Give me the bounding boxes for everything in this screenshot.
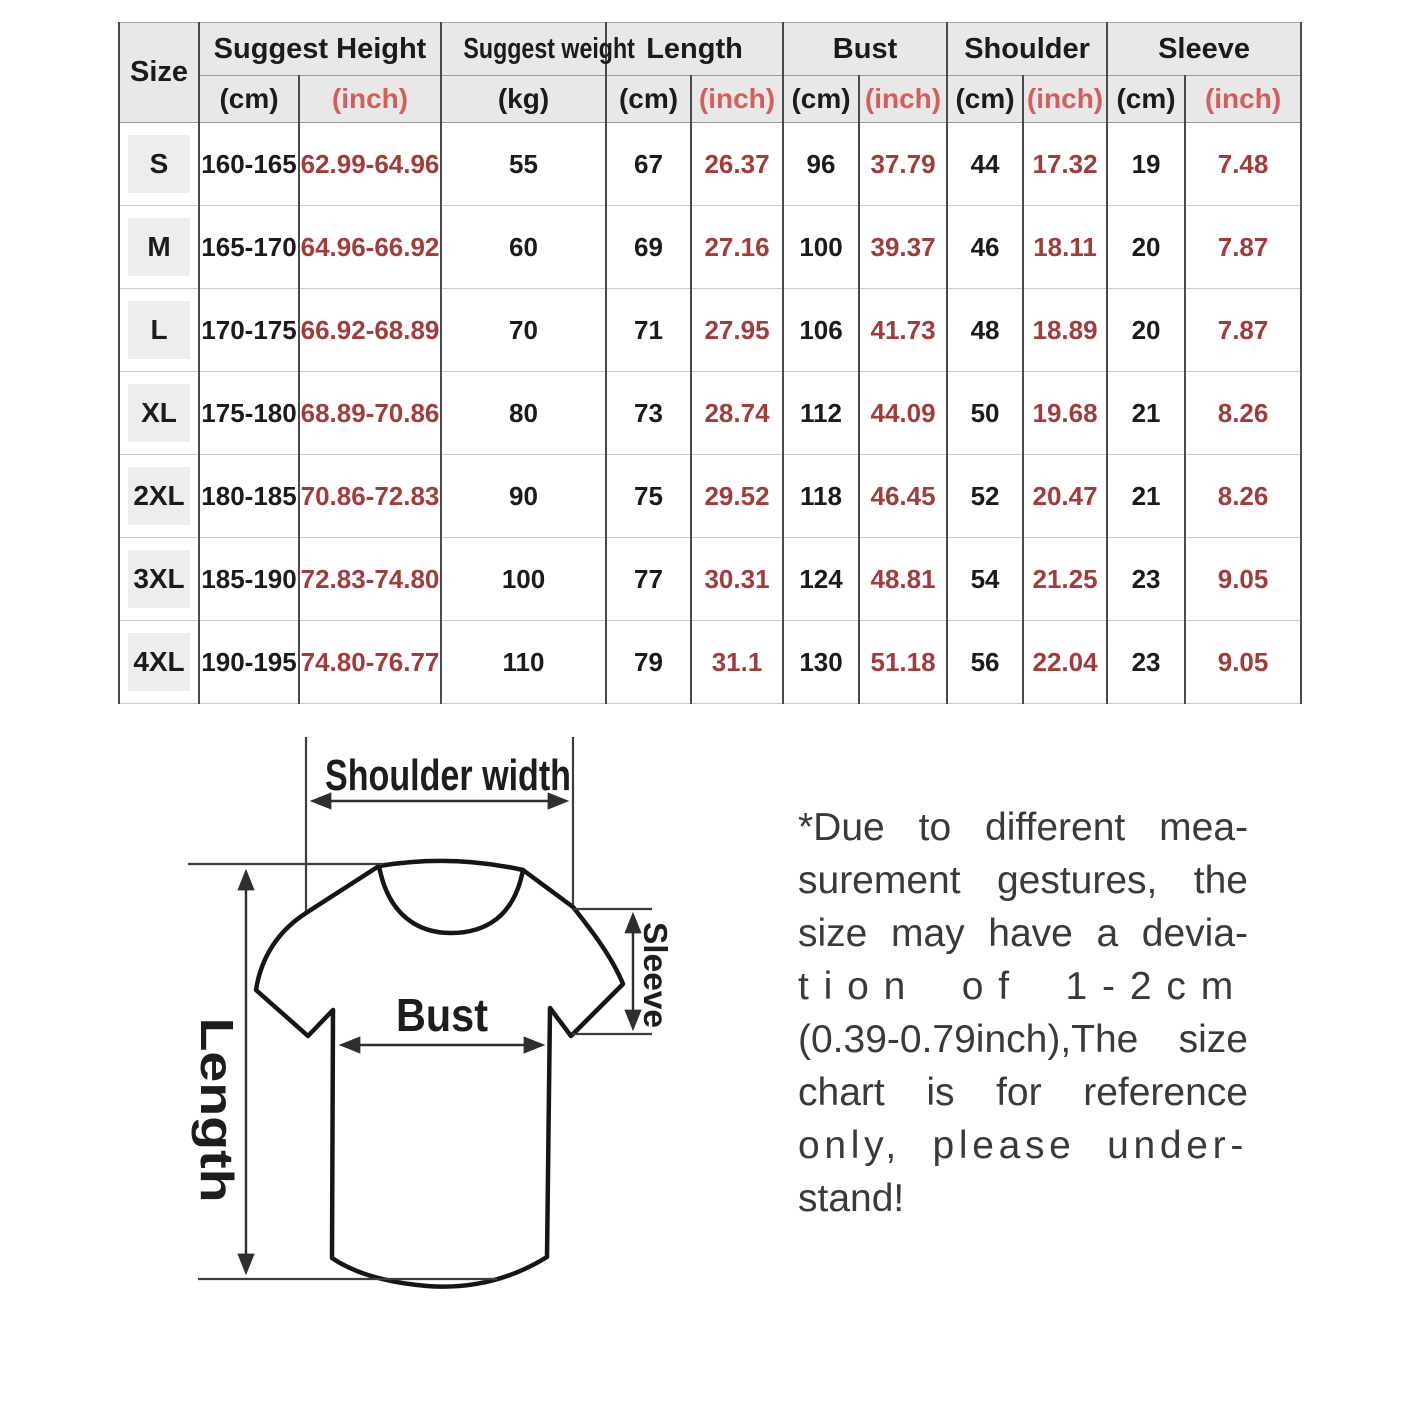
neck-opening bbox=[379, 866, 523, 933]
col-header-suggest-height: Suggest Height bbox=[199, 23, 441, 76]
measure-cell: 22.04 bbox=[1023, 621, 1107, 704]
measure-cell: 67 bbox=[606, 123, 691, 206]
shoulder-width-label: Shoulder width bbox=[325, 751, 571, 800]
subheader-cm: (cm) bbox=[783, 76, 859, 123]
measure-cell: 37.79 bbox=[859, 123, 947, 206]
measure-cell: 175-180 bbox=[199, 372, 299, 455]
measure-cell: 18.11 bbox=[1023, 206, 1107, 289]
size-row bbox=[119, 621, 1301, 704]
measure-cell: 79 bbox=[606, 621, 691, 704]
measure-cell: 8.26 bbox=[1185, 372, 1301, 455]
size-label: L bbox=[128, 301, 190, 359]
size-row bbox=[119, 538, 1301, 621]
measurement-arrows bbox=[246, 801, 633, 1272]
bust-label: Bust bbox=[396, 989, 488, 1041]
measure-cell: 9.05 bbox=[1185, 538, 1301, 621]
measure-cell: 100 bbox=[783, 206, 859, 289]
subheader-cm: (cm) bbox=[947, 76, 1023, 123]
note-line: stand! bbox=[798, 1177, 905, 1220]
col-header-suggest-weight-text: Suggest weight bbox=[463, 32, 635, 65]
measure-cell: 190-195 bbox=[199, 621, 299, 704]
measure-cell: 20.47 bbox=[1023, 455, 1107, 538]
measure-cell: 124 bbox=[783, 538, 859, 621]
measure-cell: 55 bbox=[441, 123, 606, 206]
size-label: M bbox=[128, 218, 190, 276]
col-header-shoulder: Shoulder bbox=[947, 23, 1107, 76]
measure-cell: 170-175 bbox=[199, 289, 299, 372]
measure-cell: 8.26 bbox=[1185, 455, 1301, 538]
size-row bbox=[119, 289, 1301, 372]
col-header-size: Size bbox=[119, 23, 199, 123]
col-header-suggest-weight bbox=[441, 23, 635, 76]
measure-cell: 26.37 bbox=[691, 123, 783, 206]
subheader-cm: (cm) bbox=[606, 76, 691, 123]
measure-cell: 185-190 bbox=[199, 538, 299, 621]
measure-cell: 75 bbox=[606, 455, 691, 538]
size-label: 3XL bbox=[128, 550, 190, 608]
size-label: S bbox=[128, 135, 190, 193]
measure-cell: 21.25 bbox=[1023, 538, 1107, 621]
measure-cell: 44.09 bbox=[859, 372, 947, 455]
size-row bbox=[119, 372, 1301, 455]
size-table-body bbox=[119, 123, 1301, 704]
note-line: chart is for reference bbox=[798, 1071, 1248, 1114]
measure-cell: 7.87 bbox=[1185, 206, 1301, 289]
measure-cell: 112 bbox=[783, 372, 859, 455]
measure-cell: 7.48 bbox=[1185, 123, 1301, 206]
measure-cell: 17.32 bbox=[1023, 123, 1107, 206]
measure-cell: 180-185 bbox=[199, 455, 299, 538]
note-line: tion of 1-2cm bbox=[798, 965, 1248, 1008]
measure-cell: 23 bbox=[1107, 538, 1185, 621]
size-label: 2XL bbox=[128, 467, 190, 525]
measure-cell: 96 bbox=[783, 123, 859, 206]
length-label: Length bbox=[191, 1017, 243, 1171]
measure-cell: 130 bbox=[783, 621, 859, 704]
measure-cell: 46.45 bbox=[859, 455, 947, 538]
measure-cell: 27.95 bbox=[691, 289, 783, 372]
size-label-cell bbox=[119, 289, 199, 372]
size-label: XL bbox=[128, 384, 190, 442]
size-table-header bbox=[119, 23, 1301, 123]
measure-cell: 41.73 bbox=[859, 289, 947, 372]
subheader-inch: (inch) bbox=[859, 76, 947, 123]
measure-cell: 30.31 bbox=[691, 538, 783, 621]
measure-cell: 18.89 bbox=[1023, 289, 1107, 372]
measure-cell: 90 bbox=[441, 455, 606, 538]
measure-cell: 50 bbox=[947, 372, 1023, 455]
measure-cell: 21 bbox=[1107, 372, 1185, 455]
measure-cell: 9.05 bbox=[1185, 621, 1301, 704]
measure-cell: 68.89-70.86 bbox=[299, 372, 441, 455]
col-header-sleeve: Sleeve bbox=[1107, 23, 1301, 76]
deviation-note bbox=[798, 801, 1248, 1225]
sleeve-label: Sleeve bbox=[637, 922, 674, 1027]
measure-cell: 60 bbox=[441, 206, 606, 289]
measure-cell: 72.83-74.80 bbox=[299, 538, 441, 621]
size-label-cell bbox=[119, 206, 199, 289]
note-line: surement gestures, the bbox=[798, 859, 1248, 902]
measure-cell: 70 bbox=[441, 289, 606, 372]
measure-cell: 48 bbox=[947, 289, 1023, 372]
size-label-cell bbox=[119, 621, 199, 704]
measure-cell: 118 bbox=[783, 455, 859, 538]
measurement-reference-lines bbox=[188, 737, 652, 1279]
subheader-inch: (inch) bbox=[1023, 76, 1107, 123]
subheader-inch: (inch) bbox=[691, 76, 783, 123]
measure-cell: 20 bbox=[1107, 206, 1185, 289]
note-line: (0.39-0.79inch),The size bbox=[798, 1018, 1248, 1061]
subheader-inch: (inch) bbox=[299, 76, 441, 123]
measure-cell: 160-165 bbox=[199, 123, 299, 206]
measure-cell: 27.16 bbox=[691, 206, 783, 289]
size-row bbox=[119, 455, 1301, 538]
measure-cell: 23 bbox=[1107, 621, 1185, 704]
subheader-cm: (cm) bbox=[199, 76, 299, 123]
size-row bbox=[119, 123, 1301, 206]
size-label-cell bbox=[119, 123, 199, 206]
measure-cell: 56 bbox=[947, 621, 1023, 704]
note-line: size may have a devia- bbox=[798, 912, 1248, 955]
measure-cell: 44 bbox=[947, 123, 1023, 206]
size-label-cell bbox=[119, 538, 199, 621]
measure-cell: 51.18 bbox=[859, 621, 947, 704]
measure-cell: 66.92-68.89 bbox=[299, 289, 441, 372]
measure-cell: 28.74 bbox=[691, 372, 783, 455]
measure-cell: 73 bbox=[606, 372, 691, 455]
measure-cell: 46 bbox=[947, 206, 1023, 289]
size-label: 4XL bbox=[128, 633, 190, 691]
col-header-length: Length bbox=[606, 23, 783, 76]
measure-cell: 20 bbox=[1107, 289, 1185, 372]
size-table bbox=[118, 22, 1302, 704]
measure-cell: 19.68 bbox=[1023, 372, 1107, 455]
measure-cell: 29.52 bbox=[691, 455, 783, 538]
measure-cell: 71 bbox=[606, 289, 691, 372]
size-row bbox=[119, 206, 1301, 289]
measure-cell: 19 bbox=[1107, 123, 1185, 206]
size-label-cell bbox=[119, 372, 199, 455]
measure-cell: 7.87 bbox=[1185, 289, 1301, 372]
measure-cell: 52 bbox=[947, 455, 1023, 538]
col-header-bust: Bust bbox=[783, 23, 947, 76]
measure-cell: 110 bbox=[441, 621, 606, 704]
measure-cell: 165-170 bbox=[199, 206, 299, 289]
subheader-kg: (kg) bbox=[441, 76, 606, 123]
measure-cell: 100 bbox=[441, 538, 606, 621]
measure-cell: 64.96-66.92 bbox=[299, 206, 441, 289]
subheader-inch: (inch) bbox=[1185, 76, 1301, 123]
measure-cell: 69 bbox=[606, 206, 691, 289]
note-line: *Due to different mea- bbox=[798, 806, 1248, 849]
measure-cell: 80 bbox=[441, 372, 606, 455]
measure-cell: 106 bbox=[783, 289, 859, 372]
measure-cell: 77 bbox=[606, 538, 691, 621]
size-label-cell bbox=[119, 455, 199, 538]
measure-cell: 21 bbox=[1107, 455, 1185, 538]
subheader-cm: (cm) bbox=[1107, 76, 1185, 123]
measure-cell: 70.86-72.83 bbox=[299, 455, 441, 538]
measure-cell: 39.37 bbox=[859, 206, 947, 289]
measure-cell: 54 bbox=[947, 538, 1023, 621]
measure-cell: 74.80-76.77 bbox=[299, 621, 441, 704]
measure-cell: 62.99-64.96 bbox=[299, 123, 441, 206]
tshirt-outline bbox=[256, 861, 623, 1287]
measure-cell: 48.81 bbox=[859, 538, 947, 621]
measure-cell: 31.1 bbox=[691, 621, 783, 704]
note-line: only, please under- bbox=[798, 1124, 1248, 1167]
